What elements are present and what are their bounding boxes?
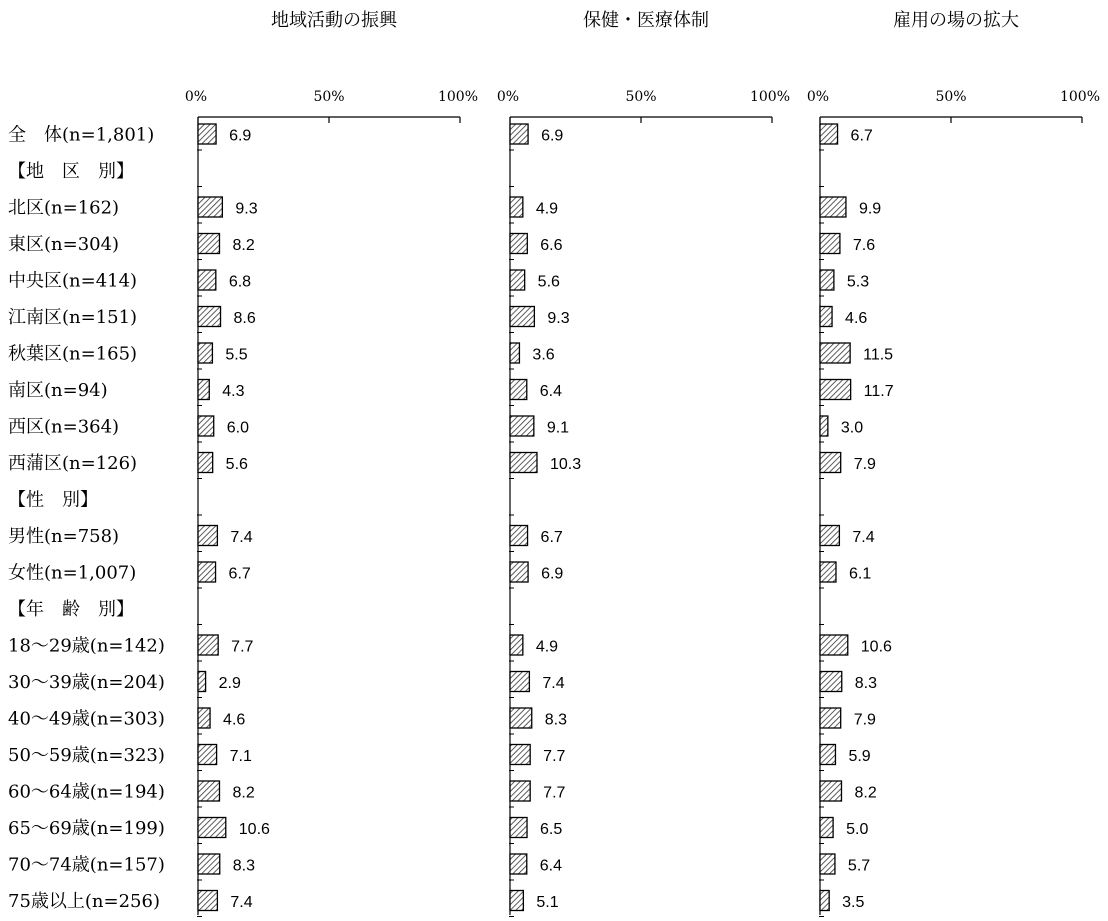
bar	[820, 380, 851, 400]
data-label: 6.4	[539, 383, 563, 400]
bar	[198, 124, 216, 144]
data-label: 3.5	[842, 894, 865, 911]
bar	[198, 745, 217, 765]
data-label: 7.7	[231, 638, 254, 656]
data-label: 6.5	[540, 821, 563, 838]
data-label: 7.4	[230, 529, 253, 546]
bar	[820, 781, 841, 801]
bar	[820, 307, 832, 327]
bar	[198, 416, 214, 436]
row-label: 北区(n=162)	[8, 197, 120, 219]
bar	[198, 672, 206, 692]
data-label: 10.6	[860, 638, 892, 656]
panel-title: 地域活動の振興	[271, 10, 397, 31]
row-labels	[8, 125, 165, 913]
bar	[820, 453, 841, 473]
row-label: 西区(n=364)	[8, 416, 120, 438]
bar	[510, 343, 519, 363]
data-label: 7.7	[543, 784, 566, 802]
bar	[198, 270, 216, 290]
bar	[510, 635, 523, 655]
bar	[198, 197, 222, 217]
row-label: 70～74歳(n=157)	[8, 854, 165, 876]
data-label: 6.4	[539, 857, 563, 875]
bar	[510, 745, 530, 765]
row-label: 南区(n=94)	[8, 380, 108, 401]
tick-label: 50%	[625, 89, 657, 105]
bar	[198, 380, 209, 400]
panel-title: 保健・医療体制	[583, 10, 709, 31]
group-header-label: 【年 齢 別】	[8, 599, 134, 620]
bar	[198, 818, 226, 838]
data-label: 3.0	[840, 419, 864, 437]
data-label: 10.6	[238, 821, 270, 838]
data-label: 10.3	[549, 456, 582, 473]
data-label: 7.9	[853, 456, 876, 473]
data-label: 5.5	[225, 346, 248, 364]
data-label: 5.6	[225, 456, 248, 473]
bar	[820, 854, 835, 874]
data-label: 6.9	[541, 127, 564, 145]
row-label: 65～69歳(n=199)	[8, 818, 165, 839]
chart-panel	[185, 10, 478, 917]
bar	[198, 307, 221, 327]
row-label: 60～64歳(n=194)	[8, 781, 165, 803]
bar	[820, 124, 838, 144]
bar	[820, 234, 840, 254]
bar	[820, 745, 835, 765]
bar	[510, 781, 530, 801]
bar	[198, 891, 217, 911]
bar	[198, 708, 210, 728]
bar	[510, 453, 537, 473]
chart-panel	[807, 10, 1100, 917]
data-label: 11.7	[863, 383, 894, 400]
data-label: 6.1	[848, 565, 872, 583]
row-label: 女性(n=1,007)	[8, 562, 137, 584]
data-label: 4.9	[535, 200, 559, 218]
bar	[510, 526, 528, 546]
bar	[510, 854, 527, 874]
data-label: 5.3	[846, 273, 870, 291]
bar	[198, 526, 217, 546]
bar	[820, 891, 829, 911]
bar	[198, 781, 219, 801]
tick-label: 100%	[749, 89, 791, 105]
bar	[510, 197, 523, 217]
data-label: 7.6	[852, 237, 876, 254]
data-label: 8.2	[232, 784, 255, 802]
row-label: 40～49歳(n=303)	[8, 708, 165, 730]
data-label: 5.9	[848, 748, 871, 765]
data-label: 6.7	[228, 565, 251, 583]
panel-title: 雇用の場の拡大	[893, 10, 1019, 31]
data-label: 8.2	[854, 784, 877, 802]
data-label: 2.9	[218, 675, 241, 692]
bar	[820, 708, 841, 728]
data-label: 11.5	[863, 346, 894, 364]
row-label: 東区(n=304)	[8, 234, 120, 255]
data-label: 5.6	[537, 273, 560, 291]
data-label: 9.9	[858, 200, 882, 218]
data-label: 4.6	[223, 711, 246, 729]
bar	[510, 307, 534, 327]
data-label: 5.1	[536, 894, 559, 911]
data-label: 3.6	[532, 346, 555, 364]
row-label: 西蒲区(n=126)	[8, 453, 138, 474]
data-label: 4.9	[535, 638, 559, 656]
data-label: 8.6	[233, 310, 256, 327]
group-header-label: 【地 区 別】	[8, 161, 134, 182]
tick-label: 100%	[437, 89, 479, 105]
tick-label: 100%	[1059, 89, 1101, 105]
bar	[198, 234, 219, 254]
bar	[510, 708, 532, 728]
bar	[198, 854, 220, 874]
data-label: 8.3	[544, 711, 567, 729]
bar	[198, 343, 212, 363]
bar	[820, 562, 836, 582]
bar	[820, 197, 846, 217]
data-label: 6.7	[540, 529, 563, 546]
data-label: 7.4	[852, 529, 875, 546]
data-label: 9.1	[546, 419, 570, 437]
bar	[820, 526, 839, 546]
data-label: 7.7	[543, 748, 566, 765]
data-label: 4.6	[845, 310, 868, 327]
bar	[820, 343, 850, 363]
row-label: 30～39歳(n=204)	[8, 672, 165, 693]
data-label: 8.3	[854, 675, 877, 692]
bar	[820, 672, 842, 692]
data-label: 7.4	[542, 675, 565, 692]
bar	[510, 672, 529, 692]
data-label: 6.7	[850, 127, 873, 145]
row-label: 江南区(n=151)	[8, 307, 138, 328]
data-label: 5.0	[846, 821, 869, 838]
data-label: 9.3	[547, 310, 570, 327]
panels	[185, 10, 1100, 917]
chart-panel	[497, 10, 790, 917]
row-label: 全 体(n=1,801)	[8, 124, 155, 146]
data-label: 6.0	[226, 419, 249, 437]
tick-label: 0%	[184, 89, 208, 105]
bar	[510, 234, 527, 254]
bar	[820, 818, 833, 838]
tick-label: 0%	[806, 89, 830, 105]
bar	[510, 380, 527, 400]
data-label: 8.2	[232, 237, 255, 254]
row-label: 50～59歳(n=323)	[8, 745, 165, 766]
row-label: 中央区(n=414)	[8, 270, 138, 292]
row-label: 75歳以上(n=256)	[8, 891, 160, 912]
data-label: 6.9	[541, 565, 564, 583]
data-label: 7.4	[230, 894, 253, 911]
row-label: 男性(n=758)	[8, 526, 120, 547]
bar	[198, 562, 216, 582]
data-label: 8.3	[232, 857, 255, 875]
bar	[198, 635, 218, 655]
data-label: 9.3	[235, 200, 258, 218]
bar	[198, 453, 213, 473]
data-label: 6.8	[228, 273, 252, 291]
data-label: 6.9	[229, 127, 252, 145]
data-label: 5.7	[847, 857, 871, 875]
bar	[820, 270, 834, 290]
row-label: 秋葉区(n=165)	[8, 343, 138, 365]
data-label: 7.1	[229, 748, 252, 765]
group-header-label: 【性 別】	[8, 489, 98, 511]
bar	[510, 124, 528, 144]
bar	[510, 270, 525, 290]
bar	[820, 416, 828, 436]
bar	[820, 635, 848, 655]
bar	[510, 891, 523, 911]
data-label: 4.3	[222, 383, 245, 400]
tick-label: 50%	[313, 89, 345, 105]
tick-label: 50%	[935, 89, 967, 105]
bar	[510, 562, 528, 582]
tick-label: 0%	[496, 89, 520, 105]
row-label: 18～29歳(n=142)	[8, 635, 165, 657]
data-label: 7.9	[853, 711, 876, 729]
bar	[510, 416, 534, 436]
bar	[510, 818, 527, 838]
data-label: 6.6	[540, 237, 563, 254]
